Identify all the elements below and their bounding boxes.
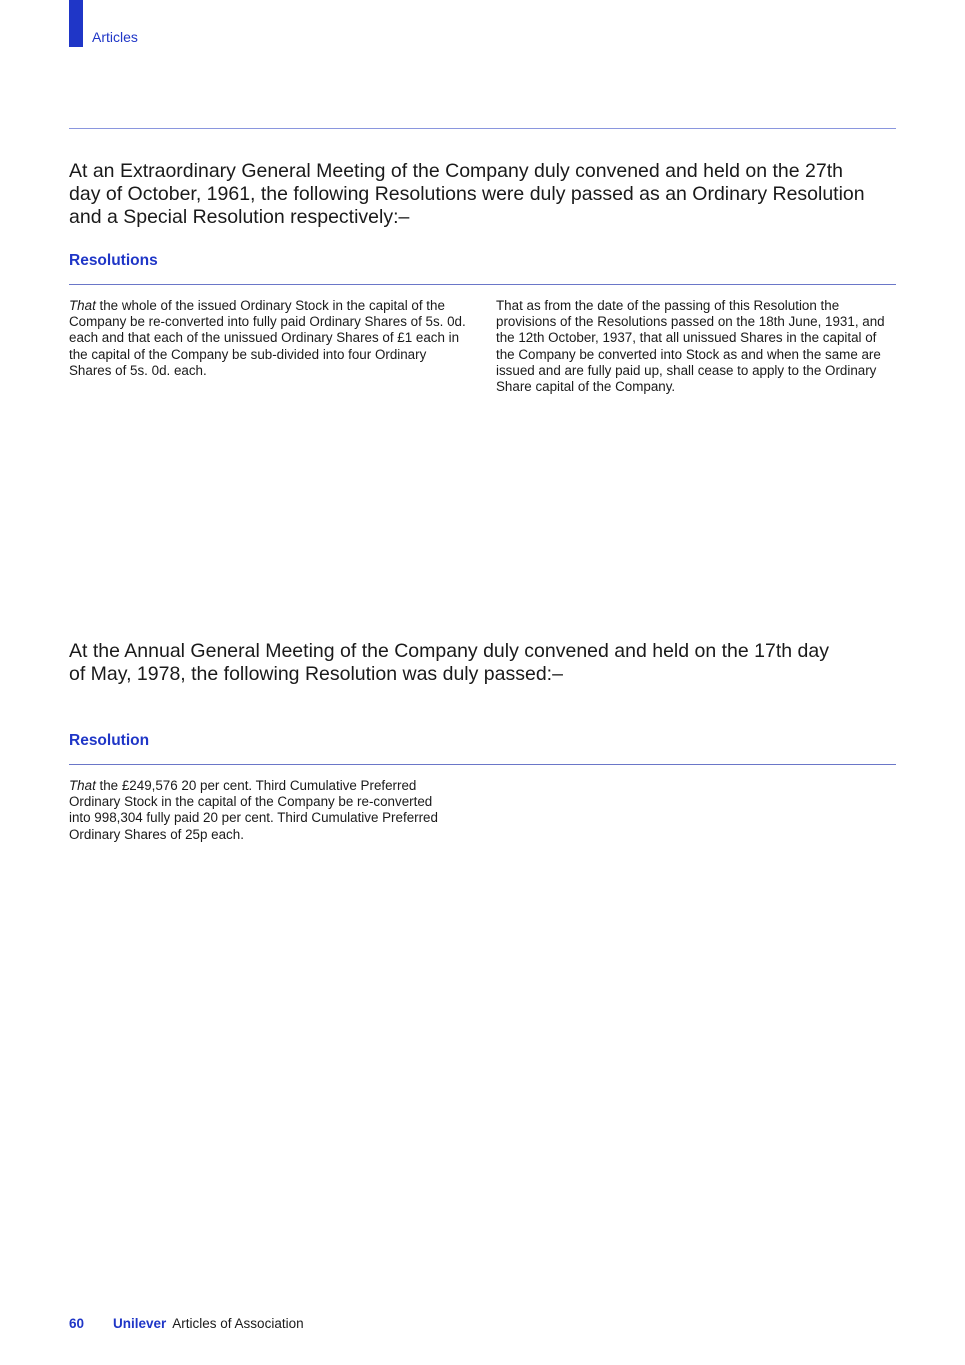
resolution-heading: Resolution	[69, 732, 150, 749]
resolution-lead-word: That	[69, 778, 96, 793]
resolution-text: the whole of the issued Ordinary Stock in the capital of the Company be re-converted into fully paid Ordinary Shares of 5s. 0d. each and that each of the unissued Ordinary Shares of £1 each in the capital of the Company be sub-divided into four Ordinary Shares of 5s. 0d. each.	[69, 298, 466, 378]
section-label: Articles	[92, 29, 138, 45]
resolution-paragraph	[69, 778, 449, 843]
resolution-paragraph: That as from the date of the passing of this Resolution the provisions of the Resolutions passed on the 18th June, 1931, and the 12th October, 1937, that all unissued Shares in the capital of the Company be converted into Stock as and when the same are issued and are fully paid up, shall cease to apply to the Ordinary Share capital of the Company.	[496, 298, 885, 395]
page-footer	[69, 1316, 304, 1331]
resolutions-divider	[69, 284, 896, 285]
top-divider	[69, 128, 896, 129]
resolutions-heading: Resolutions	[69, 252, 158, 269]
resolution-divider	[69, 764, 896, 765]
brand-name: Unilever	[113, 1316, 167, 1331]
resolution-lead-word: That	[69, 298, 96, 313]
resolution-paragraph	[69, 298, 469, 379]
meeting-intro-1978: At the Annual General Meeting of the Company duly convened and held on the 17th day of May, 1978, the following Resolution was duly passed:–	[69, 640, 829, 685]
resolution-text: the £249,576 20 per cent. Third Cumulative Preferred Ordinary Stock in the capital of the Company be re-converted into 998,304 fully paid 20 per cent. Third Cumulative Preferred Ordinary Shares of 25p each.	[69, 778, 438, 842]
section-tab-marker	[69, 0, 83, 47]
page-number: 60	[69, 1316, 85, 1331]
document-title: Articles of Association	[172, 1316, 304, 1331]
meeting-intro-1961: At an Extraordinary General Meeting of the Company duly convened and held on the 27th day of October, 1961, the following Resolutions were duly passed as an Ordinary Resolution and a Special Resolution respectively:–	[69, 160, 865, 228]
